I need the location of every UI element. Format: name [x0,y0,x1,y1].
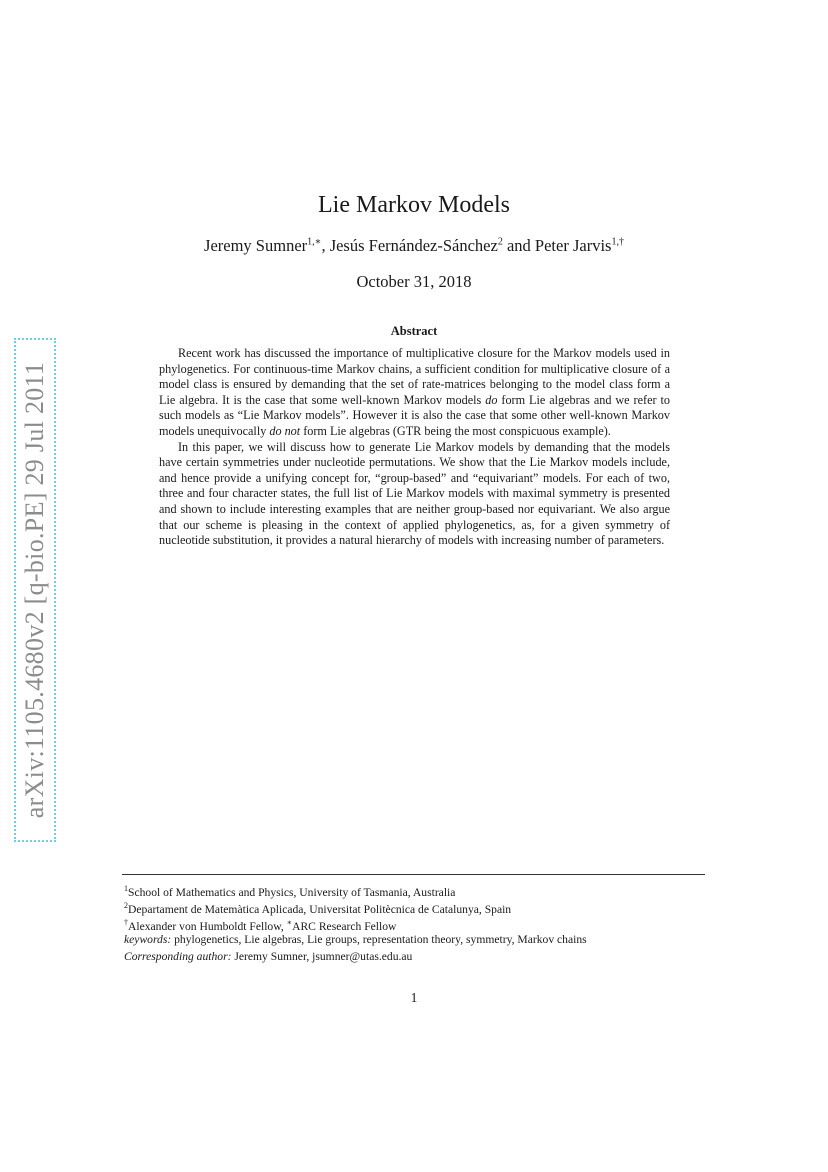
footnote-rule [122,874,705,875]
author-affiliation-mark: 1,∗ [307,236,322,248]
corresponding-author-text: Jeremy Sumner, jsumner@utas.edu.au [231,950,413,963]
corresponding-author-label: Corresponding author: [124,950,232,963]
author-line [0,236,828,256]
abstract-text: form Lie algebras (GTR being the most conspicuous example). [300,423,611,438]
footnote-mark: 2 [124,901,128,910]
paper-title: Lie Markov Models [318,192,510,218]
footnote-mark: † [124,918,128,927]
footnote-text: ARC Research Fellow [292,919,397,933]
footnote-fellowships [124,914,704,931]
footnote-corresponding-author [124,948,704,965]
author-affiliation-mark: 1,† [611,236,624,248]
footnote-keywords [124,931,704,948]
abstract-text: form Lie algebras and we refer to such models as “Lie Markov models”. However it is also the case that some other well-known Markov models unequivocally [159,392,671,438]
arxiv-stamp-text: arXiv:1105.4680v2 [q-bio.PE] 29 Jul 2011 [20,361,49,819]
author-separator: and [502,236,535,255]
author-affiliation-mark: 2 [497,236,503,248]
author-name: Jeremy Sumner [204,236,308,255]
abstract-emphasis: do [485,392,498,407]
footnote-affiliation-1 [124,880,704,897]
abstract-body [159,346,670,549]
abstract-heading: Abstract [390,324,438,338]
page-number: 1 [410,990,418,1005]
abstract-emphasis: do not [269,423,301,438]
keywords-text: phylogenetics, Lie algebras, Lie groups, representation theory, symmetry, Markov chains [171,933,587,946]
footnote-text: Departament de Matemàtica Aplicada, Universitat Politècnica de Catalunya, Spain [128,902,512,916]
footnote-text: Alexander von Humboldt Fellow, [128,919,287,933]
footnote-mark: ∗ [286,918,293,927]
author-name: Peter Jarvis [534,236,612,255]
footnotes [124,880,704,965]
author-separator: , [321,236,330,255]
footnote-text: School of Mathematics and Physics, University of Tasmania, Australia [128,885,456,899]
arxiv-stamp [14,338,56,842]
abstract-paragraph: In this paper, we will discuss how to generate Lie Markov models by demanding that the models have certain symmetries under nucleotide permutations. We show that the Lie Markov models include, and hence provide a unifying concept for, “group-based” and “equivariant” models. For each of two, three and four character states, the full list of Lie Markov models with maximal symmetry is presented and shown to include interesting examples that are neither group-based nor equivariant. We also argue that our scheme is pleasing in the context of applied phylogenetics, as, for a given symmetry of nucleotide substitution, it provides a natural hierarchy of models with increasing number of parameters. [159,439,670,548]
footnote-affiliation-2 [124,897,704,914]
abstract-paragraph [159,346,670,440]
keywords-label: keywords: [124,933,172,946]
paper-date: October 31, 2018 [356,272,472,291]
abstract-text: Recent work has discussed the importance of multiplicative closure for the Markov models used in phylogenetics. For continuous-time Markov chains, a sufficient condition for multiplicative closure of a model class is ensured by demanding that the set of rate-matrices belonging to the model class form a Lie algebra. It is the case that some well-known Markov models [159,346,670,407]
footnote-mark: 1 [124,884,128,893]
author-name: Jesús Fernández-Sánchez [329,236,498,255]
